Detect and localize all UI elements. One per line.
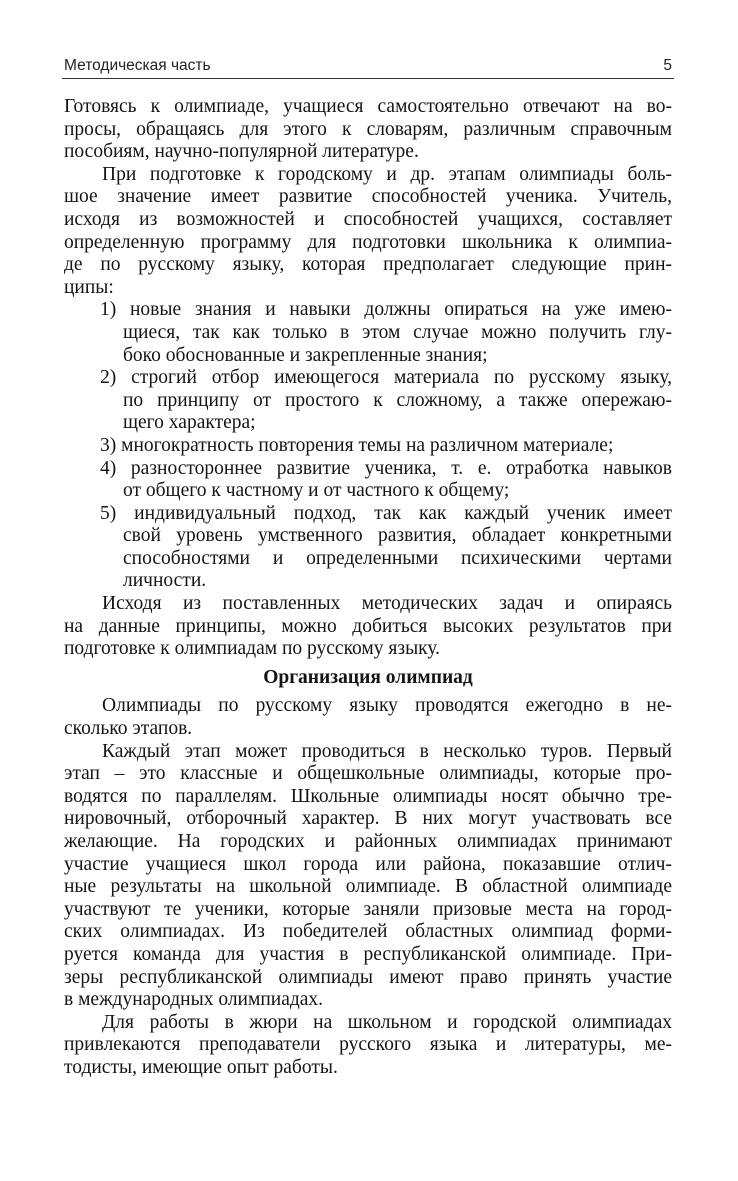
text-line: зеры республиканской олимпиады имеют право принять участие: [64, 966, 672, 988]
text-line: Готовясь к олимпиаде, учащиеся самостоятельно отвечают на во-: [64, 96, 672, 117]
text-line: водятся по параллелям. Школьные олимпиады носят обычно тре-: [64, 785, 672, 807]
text-line: привлекаются преподаватели русского языка и литературы, ме-: [64, 1034, 672, 1056]
text-line: ципы:: [64, 276, 114, 298]
text-line: щего характера;: [123, 412, 256, 434]
text-line: 1) новые знания и навыки должны опираться на уже имею-: [100, 299, 672, 321]
text-line: этап – это классные и общешкольные олимпиады, которые про-: [64, 763, 672, 785]
text-line: определенную программу для подготовки школьника к олимпиа-: [64, 231, 672, 253]
running-title: Методическая часть: [64, 57, 211, 74]
text-line: 3) многократность повторения темы на различном материале;: [100, 434, 614, 456]
paragraph-rounds: [64, 741, 672, 1012]
principles-list: [64, 299, 672, 593]
text-line: по принципу от простого к сложному, а также опережаю-: [123, 389, 672, 411]
text-line: от общего к частному и от частного к общему;: [123, 480, 510, 502]
list-item: [64, 299, 672, 367]
list-item: [64, 458, 672, 503]
text-line: руется команда для участия в республиканской олимпиаде. При-: [64, 943, 672, 965]
text-line: пособиям, научно-популярной литературе.: [64, 141, 419, 163]
text-line: 2) строгий отбор имеющегося материала по русскому языку,: [100, 367, 672, 389]
page-body: [64, 96, 672, 1080]
text-line: на данные принципы, можно добиться высоких результатов при: [64, 615, 672, 637]
text-line: Исходя из поставленных методических задач и опираясь: [102, 593, 672, 615]
section-heading: Организация олимпиад: [263, 666, 473, 688]
text-line: сколько этапов.: [64, 718, 193, 740]
paragraph-stages: [64, 695, 672, 740]
text-line: Для работы в жюри на школьном и городской олимпиадах: [102, 1011, 672, 1033]
list-item: [64, 367, 672, 435]
header-rule: [62, 78, 674, 79]
text-line: подготовке к олимпиадам по русскому языку.: [64, 638, 441, 660]
page-number: 5: [663, 57, 672, 74]
text-line: личности.: [123, 570, 207, 592]
paragraph-intro: [64, 96, 672, 164]
text-line: 5) индивидуальный подход, так как каждый ученик имеет: [100, 502, 672, 524]
text-line: боко обоснованные и закрепленные знания;: [123, 344, 488, 366]
text-line: просы, обращаясь для этого к словарям, различным справочным: [64, 118, 672, 140]
text-line: ских олимпиадах. Из победителей областных олимпиад форми-: [64, 921, 672, 943]
text-line: шое значение имеет развитие способностей ученика. Учитель,: [64, 186, 672, 208]
text-line: Олимпиады по русскому языку проводятся ежегодно в не-: [102, 695, 672, 717]
text-line: способностями и определенными психическими чертами: [123, 547, 672, 569]
text-line: участвуют те ученики, которые заняли призовые места на город-: [64, 898, 672, 920]
paragraph-preparation: [64, 164, 672, 300]
list-item: [64, 503, 672, 593]
text-line: свой уровень умственного развития, обладает конкретными: [123, 525, 672, 547]
text-line: в международных олимпиадах.: [64, 989, 324, 1011]
list-item: [64, 435, 672, 458]
text-line: щиеся, так как только в этом случае можно получить глу-: [123, 321, 672, 343]
text-line: При подготовке к городскому и др. этапам олимпиады боль-: [102, 163, 672, 185]
paragraph-jury: [64, 1012, 672, 1080]
text-line: исходя из возможностей и способностей учащихся, составляет: [64, 208, 672, 230]
text-line: участие учащиеся школ города или района, показавшие отлич-: [64, 853, 672, 875]
text-line: тодисты, имеющие опыт работы.: [64, 1056, 338, 1078]
text-line: желающие. На городских и районных олимпиадах принимают: [64, 831, 672, 852]
text-line: ные результаты на школьной олимпиаде. В областной олимпиаде: [64, 876, 672, 898]
text-line: Каждый этап может проводиться в несколько туров. Первый: [102, 740, 672, 762]
text-line: де по русскому языку, которая предполагает следующие прин-: [64, 254, 672, 276]
paragraph-conclusion: [64, 593, 672, 661]
text-line: 4) разностороннее развитие ученика, т. е. отработка навыков: [100, 457, 672, 479]
text-line: нировочный, отборочный характер. В них могут участвовать все: [64, 808, 672, 830]
